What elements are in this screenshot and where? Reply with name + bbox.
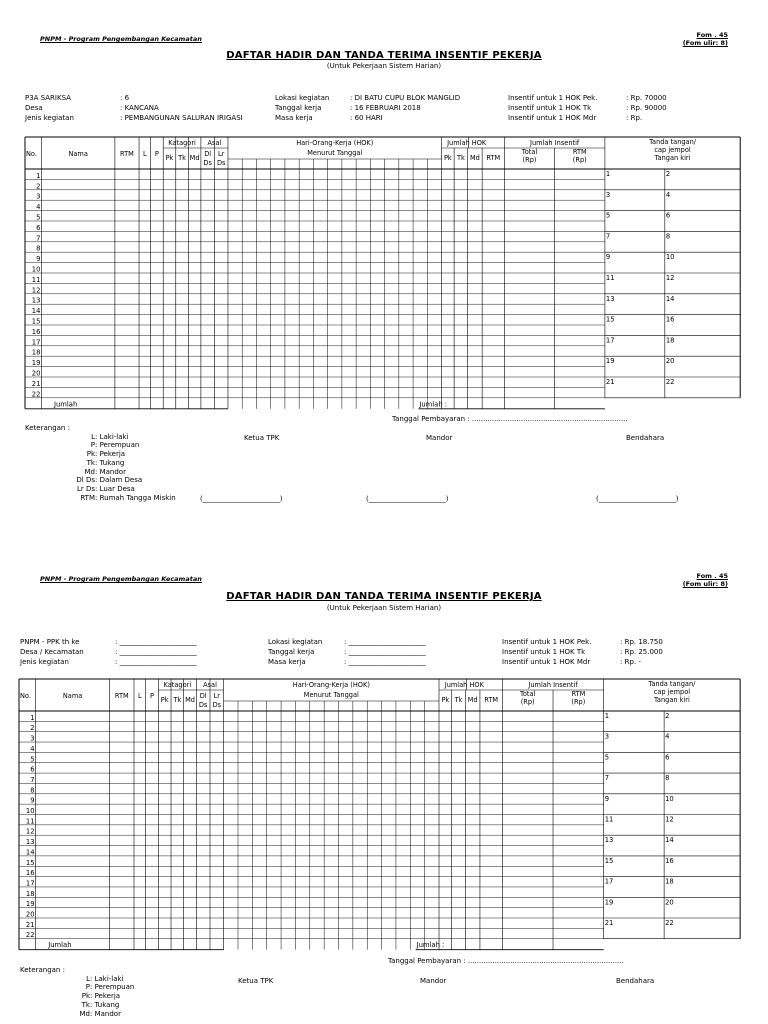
info-value: : ______________________ [115,638,197,646]
header-jumlah-insentif: Jumlah Insentif [530,139,580,147]
info-right [508,93,667,123]
sign-number: 2 [665,170,671,178]
header-total: Total [521,148,538,156]
legend-title: Keterangan : [20,966,65,974]
legend [25,424,176,502]
sign-number: 20 [665,898,674,907]
legend-desc: : Mandor [90,1009,121,1018]
header-nama: Nama [68,150,88,158]
header-jmd: Md [467,696,478,704]
header-md: Md [189,154,200,162]
jumlah-total-label: Jumlah : [419,400,448,409]
legend-key: Tk [86,458,95,467]
row-number: 22 [25,931,35,940]
info-label: Masa kerja [268,658,306,666]
header-rtm-rp: (Rp) [572,156,587,164]
legend-key: P [85,983,90,992]
header-total: Total [519,690,536,698]
info-label: Desa [25,104,43,112]
jumlah-label: Jumlah [48,941,72,950]
info-value: : Rp. 25.000 [620,648,663,656]
header-tanda: Tanda tangan/ [648,680,696,688]
row-number: 13 [31,296,41,305]
header-ds: Ds [216,159,226,167]
header-asal: Asal [207,139,222,147]
info-value: : Rp. 90000 [626,104,667,112]
header-tk: Tk [178,154,186,162]
info-left [20,637,197,667]
sign-number: 19 [605,357,615,366]
info-value: : 6 [120,94,130,102]
header-katagori: Katagori [168,139,196,147]
row-number: 5 [30,755,35,764]
header-rtm: RTM [120,150,134,158]
header-dl: Dl [199,692,207,700]
legend-key: Pk [81,992,90,1001]
info-value: : Rp. - [620,658,641,666]
row-number: 10 [25,807,35,815]
row-number: 14 [25,848,35,857]
info-label: Insentif untuk 1 HOK Pek. [502,638,592,646]
ketua-label: Ketua TPK [244,434,280,442]
sign-number: 12 [665,274,675,282]
legend-key: L [86,974,90,983]
program-name: PNPM - Program Pengembangan Kecamatan [40,575,202,583]
sign-number: 5 [605,211,611,220]
row-number: 18 [31,348,41,357]
header-asal: Asal [203,681,217,689]
sign-number: 14 [665,294,675,303]
sign-number: 6 [665,211,671,220]
sign-number: 13 [604,836,614,845]
info-label: Tanggal kerja [275,104,322,112]
header-katagori: Katagori [163,681,192,689]
row-number: 17 [25,879,35,888]
info-value: : KANCANA [120,104,159,112]
jumlah-label: Jumlah [53,400,78,409]
form-ref-text: (Fom ulir: 8) [682,580,728,588]
info-label: Lokasi kegiatan [275,94,330,102]
form-no-text: Fom . 45 [696,572,728,580]
header-ds: Ds [212,701,222,709]
sign-number: 17 [604,877,614,886]
bendahara-label: Bendahara [626,434,665,442]
legend-desc: : Pekerja [95,450,126,459]
row-number: 21 [25,920,35,929]
row-number: 1 [36,171,41,180]
row-number: 6 [30,765,35,774]
form-blank [0,560,768,1024]
row-number: 22 [31,390,41,399]
row-number: 15 [25,858,35,867]
row-number: 8 [36,244,41,253]
sign-number: 20 [665,357,675,366]
header-pk: Pk [160,696,169,704]
row-number: 3 [36,192,41,201]
form-no-text: Fom . 45 [696,31,728,39]
page-title: DAFTAR HADIR DAN TANDA TERIMA INSENTIF PEKERJA [226,50,542,61]
sign-number: 22 [665,919,674,927]
table-grid [25,137,741,407]
row-number: 20 [25,910,35,919]
info-label: Jenis kegiatan [25,114,74,122]
legend-title: Keterangan : [25,424,70,432]
jumlah-total-label: Jumlah : [416,941,445,950]
row-number: 18 [25,889,35,898]
info-value: : ______________________ [115,658,197,666]
row-number: 9 [30,796,35,805]
legend-desc: : Dalam Desa [95,476,143,485]
row-number: 16 [31,327,41,336]
header-jumlah-hok: Jumlah HOK [444,681,484,689]
mandor-label: Mandor [420,977,447,985]
info-label: Insentif untuk 1 HOK Tk [508,104,592,112]
row-number: 21 [31,379,41,388]
sign-number: 9 [604,794,610,803]
page-subtitle: (Untuk Pekerjaan Sistem Harian) [326,604,442,612]
info-value: : Rp. [626,114,643,122]
row-number: 4 [30,744,35,753]
sign-number: 13 [605,294,615,303]
table-grid [19,679,741,950]
legend-key: Tk [81,1000,90,1009]
sign-number: 11 [605,274,615,282]
sign-number: 11 [604,815,614,824]
info-right [502,637,663,667]
sign-number: 7 [604,774,610,783]
sign-number: 2 [665,712,670,720]
form-number [683,572,728,588]
row-number: 19 [31,359,41,368]
header-hok: Hari-Orang-Kerja (HOK) [296,139,374,147]
row-number: 6 [36,223,41,232]
sign-number: 21 [604,919,614,927]
row-number: 8 [30,786,35,795]
info-label: Masa kerja [275,114,313,122]
sign-number: 6 [665,753,670,762]
legend-desc: : Perempuan [90,983,135,992]
header-tk: Tk [173,696,182,704]
page-subtitle: (Untuk Pekerjaan Sistem Harian) [326,62,442,70]
sign-number: 8 [665,774,670,783]
header-cap: cap jempol [654,146,691,154]
header-menurut: Menurut Tanggal [307,149,363,157]
row-number: 12 [31,286,41,295]
header-ds: Ds [203,159,212,167]
ketua-signature-line: (______________________) [200,495,283,503]
row-number: 10 [31,265,41,274]
mandor-label: Mandor [426,434,453,442]
row-number: 14 [31,307,41,316]
legend-desc: : Tukang [95,458,125,467]
payment-date: Tanggal Pembayaran : ...................................................................... [388,957,624,965]
info-mid [275,93,460,123]
bendahara-signature-line: (______________________) [596,495,679,503]
header-cap: cap jempol [653,688,691,696]
info-label: Insentif untuk 1 HOK Mdr [508,114,597,122]
info-value: : 16 FEBRUARI 2018 [350,104,421,112]
row-number: 13 [25,838,35,847]
row-number: 7 [30,775,35,784]
header-jpk: Pk [443,154,452,162]
header-tanda: Tanda tangan/ [649,138,697,146]
header-rtm-rp: (Rp) [571,698,586,706]
sign-number: 22 [665,378,675,386]
attendance-table [19,679,741,950]
header-rtm-insentif: RTM [572,148,587,156]
row-number: 15 [31,317,41,326]
header-nama: Nama [62,692,83,700]
header-dl: Dl [204,150,212,158]
sign-number: 4 [665,190,671,199]
sign-number: 18 [665,336,675,345]
header-ds: Ds [198,701,208,709]
legend-desc: : Laki-laki [95,432,129,441]
legend-key: P [90,441,95,450]
legend-desc: : Luar Desa [95,484,135,493]
sign-number: 14 [665,836,674,845]
header-jmd: Md [469,154,480,162]
attendance-table [25,137,741,407]
header-jumlah-insentif: Jumlah Insentif [528,681,578,689]
info-label: Tanggal kerja [268,648,315,656]
row-number: 2 [30,724,35,733]
row-number: 7 [36,234,41,243]
header-total-rp: (Rp) [520,698,535,706]
legend-desc: : Rumah Tangga Miskin [95,493,176,502]
sign-number: 7 [605,232,611,241]
row-number: 9 [36,255,41,264]
sign-number: 18 [665,877,674,886]
header-no: No. [26,150,37,158]
legend-desc: : Laki-laki [90,974,124,983]
row-number: 12 [25,827,35,836]
header-jumlah-hok: Jumlah HOK [447,139,487,147]
program-name: PNPM - Program Pengembangan Kecamatan [40,35,202,43]
sign-number: 21 [605,378,615,386]
legend-desc: : Perempuan [95,441,140,450]
mandor-signature-line: (______________________) [366,495,449,503]
info-label: Insentif untuk 1 HOK Pek. [508,94,598,102]
legend-key: Lr Ds [76,484,95,493]
header-l: L [143,150,147,158]
ketua-label: Ketua TPK [238,977,274,985]
payment-date: Tanggal Pembayaran : ...................................................................... [392,415,628,423]
header-pk: Pk [165,154,174,162]
sign-number: 17 [605,336,615,345]
legend-key: Pk [86,450,95,459]
legend-key: Dl Ds [76,476,95,485]
info-value: : DI BATU CUPU BLOK MANGLID [350,94,461,102]
row-number: 2 [36,182,41,191]
header-md: Md [185,696,195,704]
header-menurut: Menurut Tanggal [303,691,359,699]
info-label: P3A SARIKSA [25,94,71,102]
header-lr: Lr [213,692,221,700]
header-lr: Lr [218,150,225,158]
row-number: 17 [31,338,41,347]
info-label: Jenis kegiatan [20,658,69,666]
header-tangan: Tangan kiri [654,154,691,162]
header-jtk: Tk [454,696,463,704]
info-value: : ______________________ [344,638,426,646]
info-value: : ______________________ [344,648,426,656]
row-number: 11 [31,275,41,284]
sign-number: 9 [605,253,611,262]
row-number: 5 [36,213,41,222]
sign-number: 19 [604,898,614,907]
legend-key: L [91,432,95,441]
sign-number: 1 [604,712,610,720]
form-ref-text: (Fom ulir: 8) [682,39,728,47]
info-value: : ______________________ [344,658,426,666]
header-no: No. [20,692,31,700]
info-mid [268,637,426,667]
sign-number: 15 [605,315,615,324]
header-jrtm: RTM [484,696,499,704]
sign-number: 12 [665,815,674,824]
info-value: : PEMBANGUNAN SALURAN IRIGASI [120,114,243,122]
header-l: L [137,692,142,700]
info-label: Desa / Kecamatan [20,648,84,656]
info-left [25,93,243,123]
info-value: : 60 HARI [350,114,383,122]
row-number: 11 [25,817,35,826]
header-jrtm: RTM [486,154,501,162]
sign-number: 3 [605,190,611,199]
header-rtm-insentif: RTM [571,690,586,698]
header-jtk: Tk [456,154,465,162]
row-number: 4 [36,203,41,212]
sign-number: 4 [665,732,670,741]
sign-number: 1 [605,170,611,178]
sign-number: 3 [604,732,610,741]
info-label: Insentif untuk 1 HOK Mdr [502,658,591,666]
legend-key: RTM [80,493,95,502]
sign-number: 16 [665,856,674,865]
sign-number: 5 [604,753,610,762]
sign-number: 16 [665,315,675,324]
row-number: 16 [25,869,35,878]
header-total-rp: (Rp) [522,156,537,164]
info-label: Insentif untuk 1 HOK Tk [502,648,586,656]
info-label: PNPM - PPK th ke [20,638,80,646]
legend-key: Md [84,467,95,476]
page-title: DAFTAR HADIR DAN TANDA TERIMA INSENTIF PEKERJA [226,591,542,602]
bendahara-label: Bendahara [616,977,655,985]
form-number [683,31,728,47]
info-value: : ______________________ [115,648,197,656]
header-jpk: Pk [441,696,450,704]
row-number: 19 [25,900,35,909]
header-tangan: Tangan kiri [653,696,690,704]
legend-desc: : Pekerja [90,992,121,1001]
header-rtm: RTM [114,692,129,700]
row-number: 3 [30,734,35,743]
row-number: 20 [31,369,41,378]
header-hok: Hari-Orang-Kerja (HOK) [292,681,370,689]
legend [20,966,134,1018]
header-p: P [150,692,155,700]
row-number: 1 [30,713,35,722]
sign-number: 8 [665,232,671,241]
legend-desc: : Mandor [95,467,126,476]
sign-number: 10 [665,253,675,262]
info-label: Lokasi kegiatan [268,638,323,646]
header-p: P [154,150,159,158]
info-value: : Rp. 18.750 [620,638,663,646]
info-value: : Rp. 70000 [626,94,667,102]
sign-number: 10 [665,794,674,803]
sign-number: 15 [604,856,614,865]
legend-key: Md [79,1009,90,1018]
legend-desc: : Tukang [90,1000,120,1009]
